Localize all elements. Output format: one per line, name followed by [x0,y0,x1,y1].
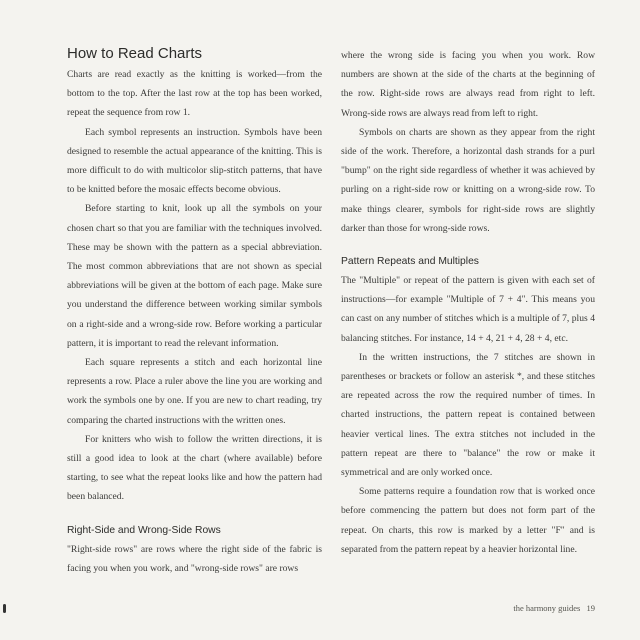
paragraph: For knitters who wish to follow the written directions, it is still a good idea to look at the chart (where available) before starting, to see what the repeat looks like and how the pattern had been balanced. [67,433,322,503]
left-column [67,42,322,578]
section-heading-how-to-read-charts: How to Read Charts [67,45,203,62]
paragraph: Symbols on charts are shown as they appear from the right side of the work. Therefore, a horizontal dash strands for a purl "bump" on the right side regardless of whether it was achieved by purling on a right-side row or knitting on a wrong-side row. To make things clearer, symbols for right-side rows are slightly darker than those for wrong-side rows. [341,126,595,234]
paragraph: The "Multiple" or repeat of the pattern is given with each set of instructions—for example "Multiple of 7 + 4". This means you can cast on any number of stitches which is a multiple of 7, plus 4 balancing stitches. For instance, 14 + 4, 21 + 4, 28 + 4, etc. [341,275,595,344]
paragraph: Each square represents a stitch and each horizontal line represents a row. Place a ruler above the line you are working and work the symbols one by one. If you are new to chart reading, try comparing the charted instructions with the written ones. [67,357,322,426]
subheading-right-wrong-side-rows: Right-Side and Wrong-Side Rows [67,524,221,536]
paragraph: "Right-side rows" are rows where the right side of the fabric is facing you when you work, and "wrong-side rows" are rows [67,543,322,574]
subheading-pattern-repeats: Pattern Repeats and Multiples [341,256,479,268]
series-title: the harmony guides [513,603,581,613]
paragraph: Charts are read exactly as the knitting is worked—from the bottom to the top. After the last row at the top has been worked, repeat the sequence from row 1. [67,69,322,119]
page-number: 19 [586,603,595,613]
page-footer [513,603,595,613]
right-column [341,46,595,559]
paragraph: Some patterns require a foundation row that is worked once before commencing the pattern but does not form part of the repeat. On charts, this row is marked by a letter "F" and is separated from the pattern repeat by a heavier horizontal line. [341,486,595,555]
paragraph: In the written instructions, the 7 stitches are shown in parentheses or brackets or follow an asterisk *, and these stitches are repeated across the row the required number of times. In charted instructions, the pattern repeat is contained between heavier vertical lines. The extra stitches not included in the pattern repeat are there to "balance" the row or make it symmetrical and are only worked once. [341,351,595,479]
paragraph: where the wrong side is facing you when you work. Row numbers are shown at the side of the charts at the beginning of the row. Right-side rows are always read from right to left. Wrong-side rows are always read from left to right. [341,50,595,119]
margin-mark [3,604,6,613]
paragraph: Each symbol represents an instruction. Symbols have been designed to resemble the actual appearance of the knitting. This is more difficult to do with multicolor slip-stitch patterns, that have to be knitted before the mosaic effects become obvious. [67,126,322,196]
paragraph: Before starting to knit, look up all the symbols on your chosen chart so that you are familiar with the techniques involved. These may be shown with the pattern as a special abbreviation. The most common abbreviations that are not shown as special abbreviations will be given at the bottom of each page. Make sure you understand the difference between working similar symbols on a right-side and a wrong-side row. Before working a particular pattern, it is important to read the relevant information. [67,203,322,349]
